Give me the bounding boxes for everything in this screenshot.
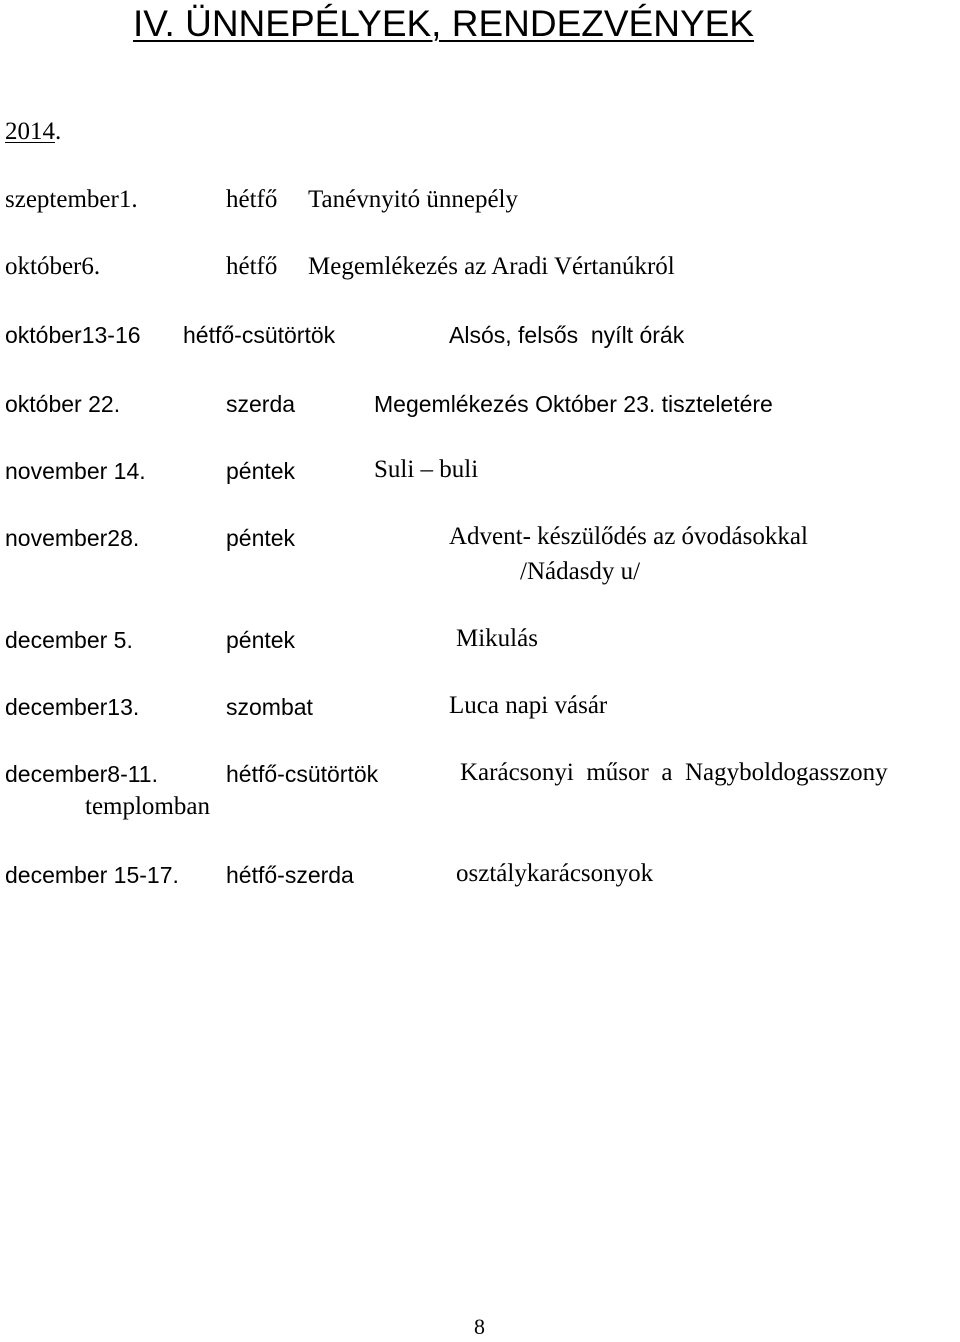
event-description: Tanévnyitó ünnepély xyxy=(308,186,518,213)
event-date: november 14. xyxy=(5,458,146,484)
event-day: szerda xyxy=(226,391,296,417)
event-day: szombat xyxy=(226,694,313,720)
event-day: hétfő-csütörtök xyxy=(183,322,336,348)
event-day: péntek xyxy=(226,627,296,653)
year-value: 2014 xyxy=(5,118,55,145)
event-day: péntek xyxy=(226,525,296,551)
event-description: Advent- készülődés az óvodásokkal xyxy=(449,523,808,550)
event-date: október6. xyxy=(5,253,101,280)
page-number: 8 xyxy=(474,1314,485,1339)
event-date: december 15-17. xyxy=(5,862,179,888)
event-description: Megemlékezés az Aradi Vértanúkról xyxy=(308,253,675,280)
event-description: Luca napi vásár xyxy=(449,692,608,719)
event-date: október 22. xyxy=(5,391,121,417)
event-description: Suli – buli xyxy=(374,456,479,483)
event-day: hétfő xyxy=(226,253,278,280)
event-day: hétfő xyxy=(226,186,278,213)
event-date: október13-16 xyxy=(5,322,141,348)
event-description-cont: /Nádasdy u/ xyxy=(520,558,641,585)
event-date: december 5. xyxy=(5,627,133,653)
event-description: Karácsonyi műsor a Nagyboldogasszony xyxy=(460,759,888,786)
year-heading xyxy=(5,117,61,147)
page-title: IV. ÜNNEPÉLYEK, RENDEZVÉNYEK xyxy=(133,3,754,44)
event-date: november28. xyxy=(5,525,140,551)
event-description: osztálykarácsonyok xyxy=(456,860,654,887)
event-description: Mikulás xyxy=(456,625,538,652)
event-day: hétfő-csütörtök xyxy=(226,761,379,787)
event-date: szeptember1. xyxy=(5,186,138,213)
event-day: péntek xyxy=(226,458,296,484)
event-description: Alsós, felsős nyílt órák xyxy=(449,322,685,348)
event-day: hétfő-szerda xyxy=(226,862,354,888)
event-description: Megemlékezés Október 23. tiszteletére xyxy=(374,391,773,417)
year-suffix: . xyxy=(55,118,62,145)
event-date: december8-11. xyxy=(5,761,158,787)
event-description-cont: templomban xyxy=(85,793,210,820)
event-date: december13. xyxy=(5,694,140,720)
